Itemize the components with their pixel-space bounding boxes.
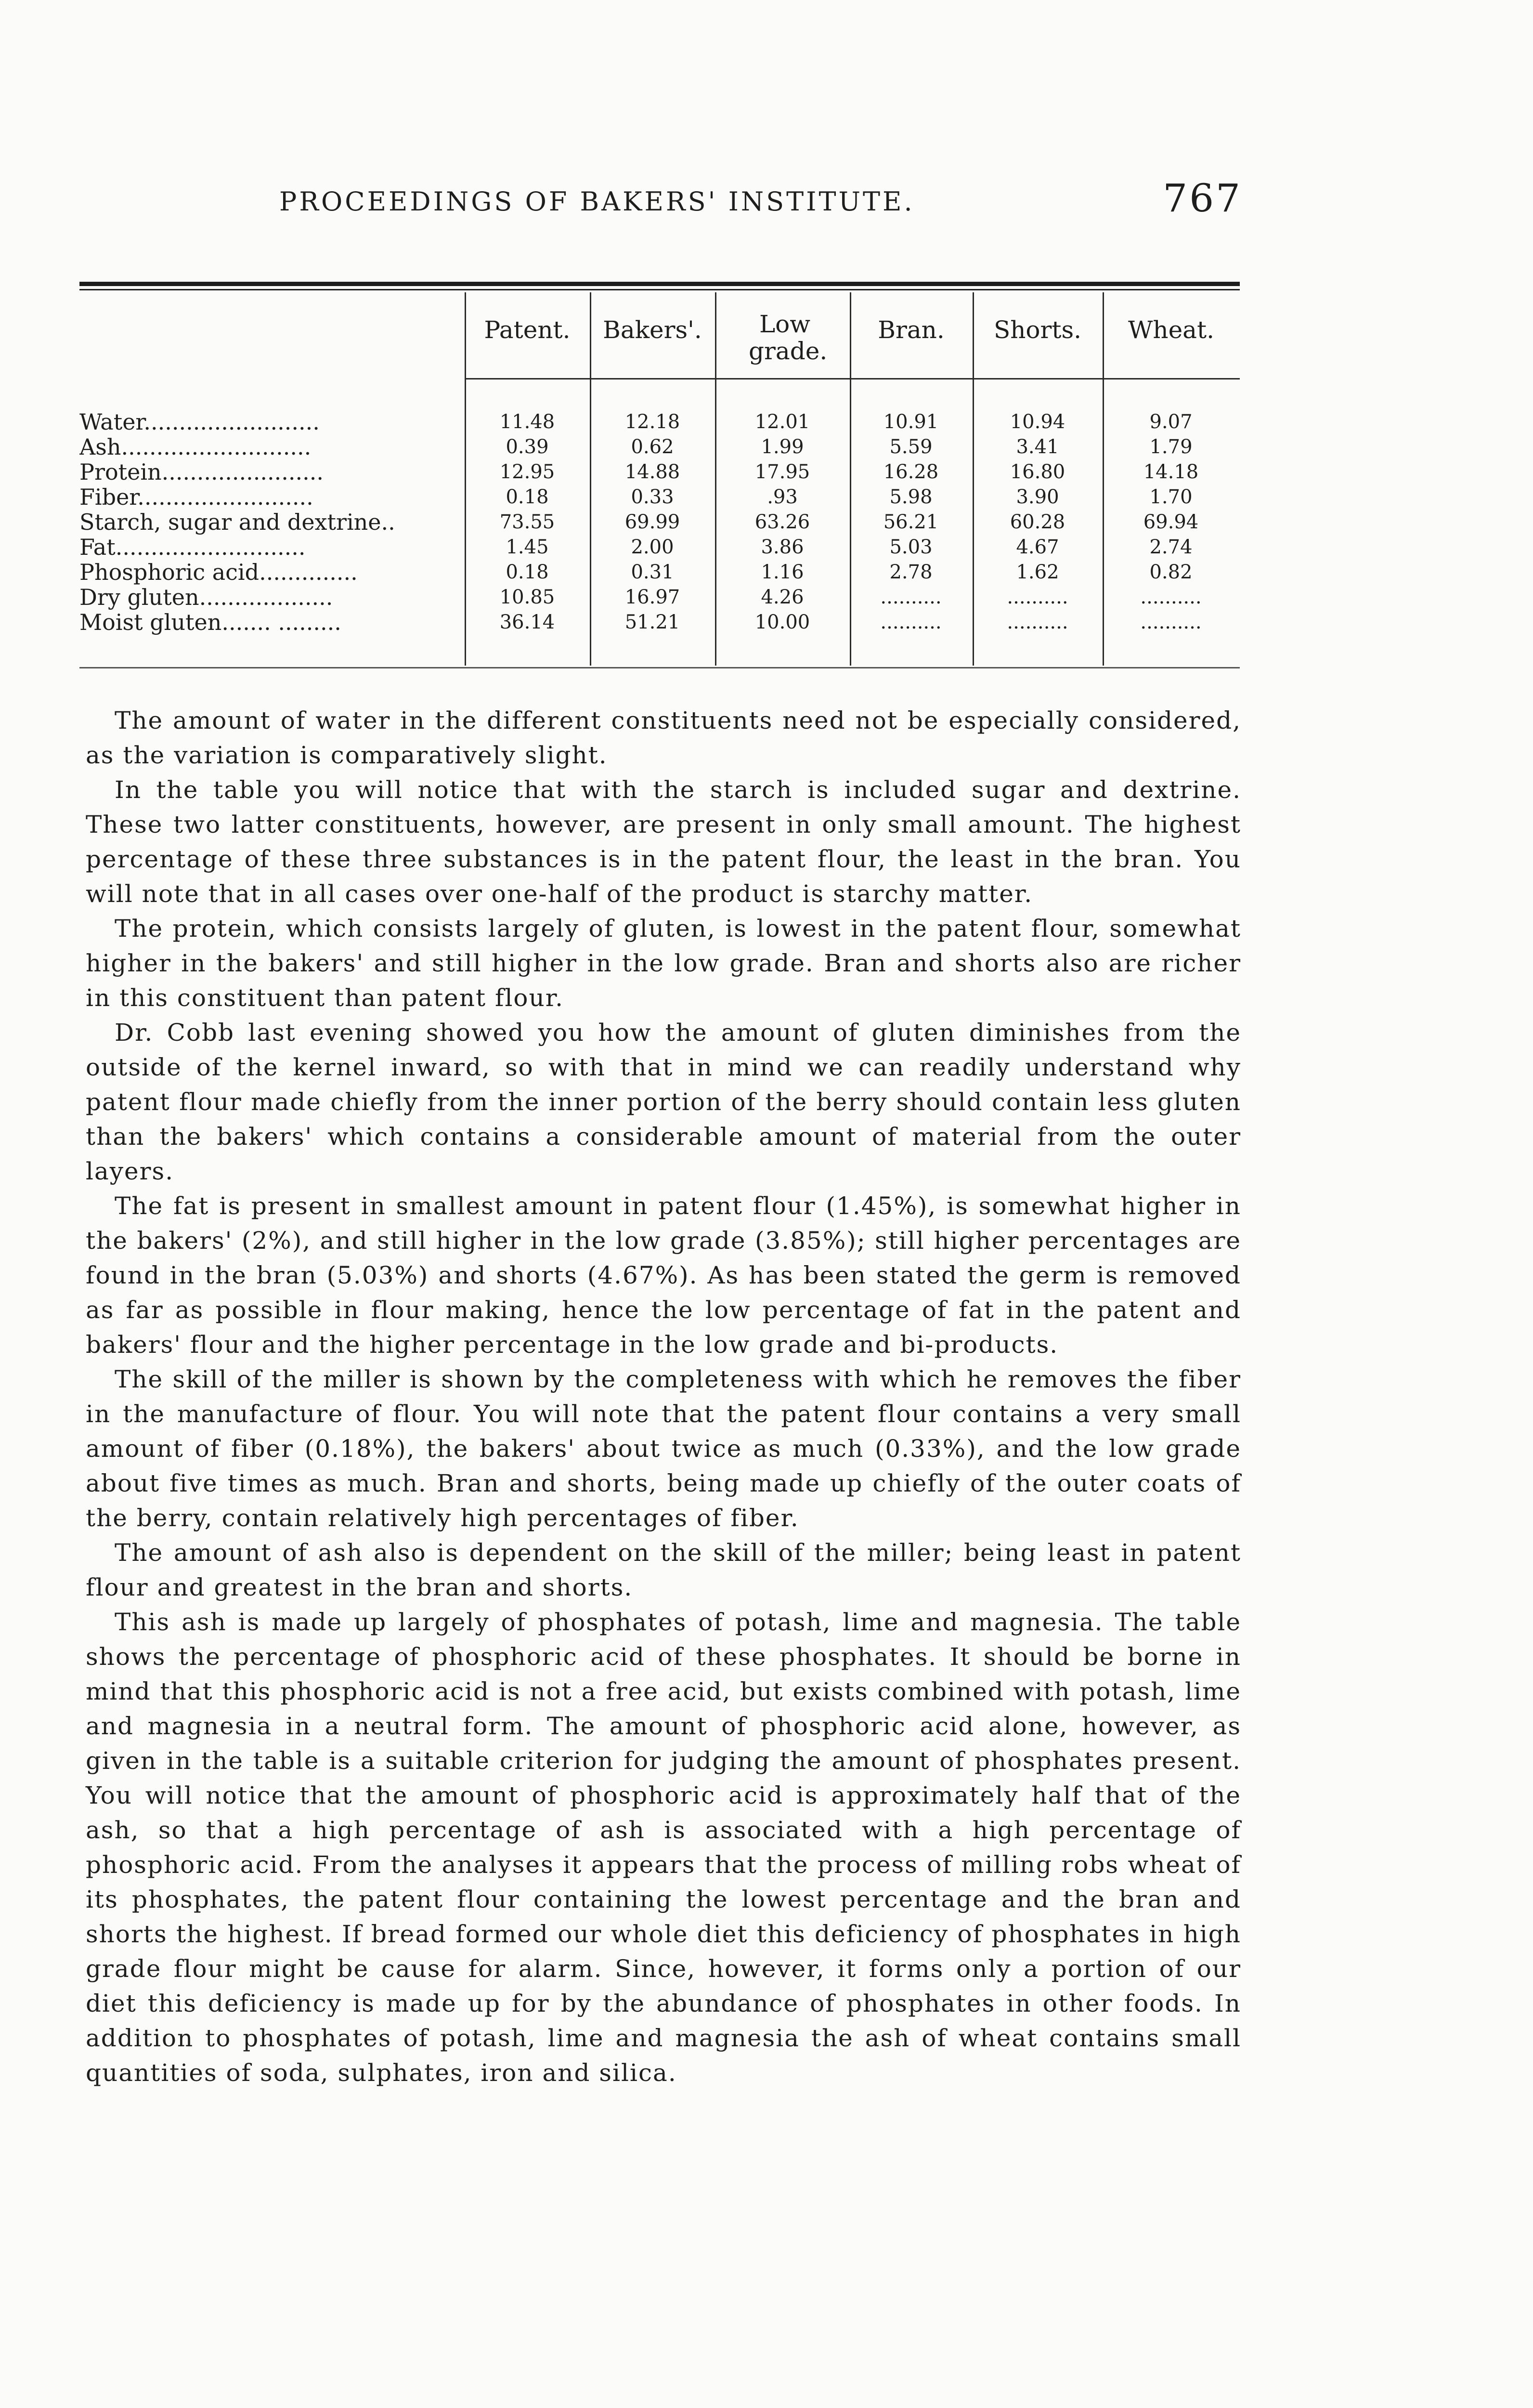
table-cell: 4.26 [761,586,804,608]
table-row-label: Phosphoric acid.............. [79,560,358,585]
column-header-bakers: Bakers'. [603,316,702,344]
table-cell: 56.21 [883,511,939,533]
table-row-label: Fiber......................... [79,484,313,510]
table-row-label: Ash........................... [79,434,312,459]
table-bottom-rule [79,667,1240,668]
table-cell: 16.80 [1010,461,1065,483]
table-cell: 12.95 [499,461,555,483]
paragraph: The protein, which consists largely of gluten, is lowest in the patent flour, somewhat higher in the bakers' and still higher in the low grade. Bran and shorts also are richer in this constituent than patent flour. [86,915,1241,1012]
table-cell: 0.18 [506,561,549,583]
page-header [270,176,1242,229]
table-cell: .......... [1007,611,1068,633]
paragraph: This ash is made up largely of phosphates of potash, lime and magnesia. The table shows the percentage of phosphoric acid of these phosphates. It should be borne in mind that this phosphoric acid is not a free acid, but exists combined with potash, lime and magnesia in a neutral form. The amount of phosphoric acid alone, however, as given in the table is a suitable criterion for judging the amount of phosphates present. You will notice that the amount of phosphoric acid is approximately half that of the ash, so that a high percentage of ash is associated with a high percentage of phosphoric acid. From the analyses it appears that the process of milling robs wheat of its phosphates, the patent flour containing the lowest percentage and the bran and shorts the highest. If bread formed our whole diet this deficiency of phosphates in high grade flour might be cause for alarm. Since, however, it forms only a portion of our diet this deficiency is made up for by the abundance of phosphates in other foods. In addition to phosphates of potash, lime and magnesia the ash of wheat contains small quantities of soda, sulphates, iron and silica. [86,1608,1241,2087]
table-cell: 3.41 [1016,436,1059,458]
table-cell: 10.00 [754,611,810,633]
paragraph: The skill of the miller is shown by the completeness with which he removes the fiber in the manufacture of flour. You will note that the patent flour contains a very small amount of fiber (0.18%), the bakers' about twice as much (0.33%), and the low grade about five times as much. Bran and shorts, being made up chiefly of the outer coats of the berry, contain relatively high percentages of fiber. [86,1365,1241,1532]
table-row-label: Fat........................... [79,535,306,560]
paragraph: The fat is present in smallest amount in patent flour (1.45%), is somewhat higher in the bakers' (2%), and still higher in the low grade (3.85%); still higher percentages are found in the bran (5.03%) and shorts (4.67%). As has been stated the germ is removed as far as possible in flour making, hence the low percentage of fat in the patent and bakers' flour and the higher percentage in the low grade and bi-products. [86,1192,1241,1359]
table-cell: 0.31 [631,561,674,583]
table-cell: 1.62 [1016,561,1059,583]
table-cell: 12.18 [624,411,680,433]
table-cell: 3.90 [1016,486,1059,508]
table-row-label: Starch, sugar and dextrine.. [79,510,395,535]
table-cell: 5.03 [889,536,933,558]
column-header-patent: Patent. [484,316,571,344]
table-cell: 2.74 [1149,536,1193,558]
table-cell: 16.28 [883,461,939,483]
table-cell: .......... [1140,611,1202,633]
table-row-label: Dry gluten................... [79,585,333,610]
page-number: 767 [1163,176,1242,221]
table-cell: 1.79 [1149,436,1193,458]
table-cell: 73.55 [499,511,555,533]
table-cell: 60.28 [1010,511,1065,533]
table-cell: .......... [880,611,942,633]
table-cell: 2.78 [889,561,933,583]
table-top-rule-thin [79,289,1240,290]
paragraph: The amount of ash also is dependent on the skill of the miller; being least in patent flour and greatest in the bran and shorts. [86,1539,1241,1601]
table-cell: 1.16 [761,561,804,583]
table-cell: 0.18 [506,486,549,508]
table-cell: 5.98 [889,486,933,508]
table-row-label: Water......................... [79,409,320,434]
table-cell: 10.85 [499,586,555,608]
table-cell: 5.59 [889,436,933,458]
table-cell: 1.99 [761,436,804,458]
table-cell: 16.97 [624,586,680,608]
table-cell: .......... [1007,586,1068,608]
table-cell: 0.39 [506,436,549,458]
column-header-low-grade: Low grade. [749,310,828,365]
column-header-bran: Bran. [878,316,945,344]
table-row-label: Protein....................... [79,459,324,484]
table-cell: 10.94 [1010,411,1065,433]
table-cell: 2.00 [631,536,674,558]
composition-table [79,282,1240,674]
table-cell: 10.91 [883,411,939,433]
table-top-rule [79,282,1240,286]
table-cell: .......... [1140,586,1202,608]
table-cell: 14.18 [1143,461,1199,483]
column-header-wheat: Wheat. [1128,316,1214,344]
table-column-divider [715,292,716,666]
table-cell: 69.99 [624,511,680,533]
table-cell: 11.48 [499,411,555,433]
table-cell: 36.14 [499,611,555,633]
table-cell: 1.45 [506,536,549,558]
table-cell: 17.95 [754,461,810,483]
table-row-label: Moist gluten....... ......... [79,610,341,635]
table-cell: 69.94 [1143,511,1199,533]
paragraph: In the table you will notice that with the starch is included sugar and dextrine. These two latter constituents, however, are present in only small amount. The highest percentage of these three substances is in the patent flour, the least in the bran. You will note that in all cases over one-half of the product is starchy matter. [86,776,1241,908]
table-cell: 0.33 [631,486,674,508]
table-cell: 0.62 [631,436,674,458]
running-title: PROCEEDINGS OF BAKERS' INSTITUTE. [279,186,915,217]
table-cell: 4.67 [1016,536,1059,558]
table-cell: 63.26 [754,511,810,533]
table-cell: 9.07 [1149,411,1193,433]
table-cell: .93 [767,486,798,508]
body-text [86,703,1241,2090]
table-cell: .......... [880,586,942,608]
table-cell: 12.01 [754,411,810,433]
column-header-shorts: Shorts. [993,316,1082,344]
table-cell: 3.86 [761,536,804,558]
table-cell: 14.88 [624,461,680,483]
paragraph: Dr. Cobb last evening showed you how the amount of gluten diminishes from the outside of the kernel inward, so with that in mind we can readily understand why patent flour made chiefly from the inner portion of the berry should contain less gluten than the bakers' which contains a considerable amount of material from the outer layers. [86,1019,1241,1185]
paragraph: The amount of water in the different constituents need not be especially considered, as the variation is comparatively slight. [86,707,1241,769]
table-cell: 51.21 [624,611,680,633]
table-cell: 0.82 [1149,561,1193,583]
table-cell: 1.70 [1149,486,1193,508]
